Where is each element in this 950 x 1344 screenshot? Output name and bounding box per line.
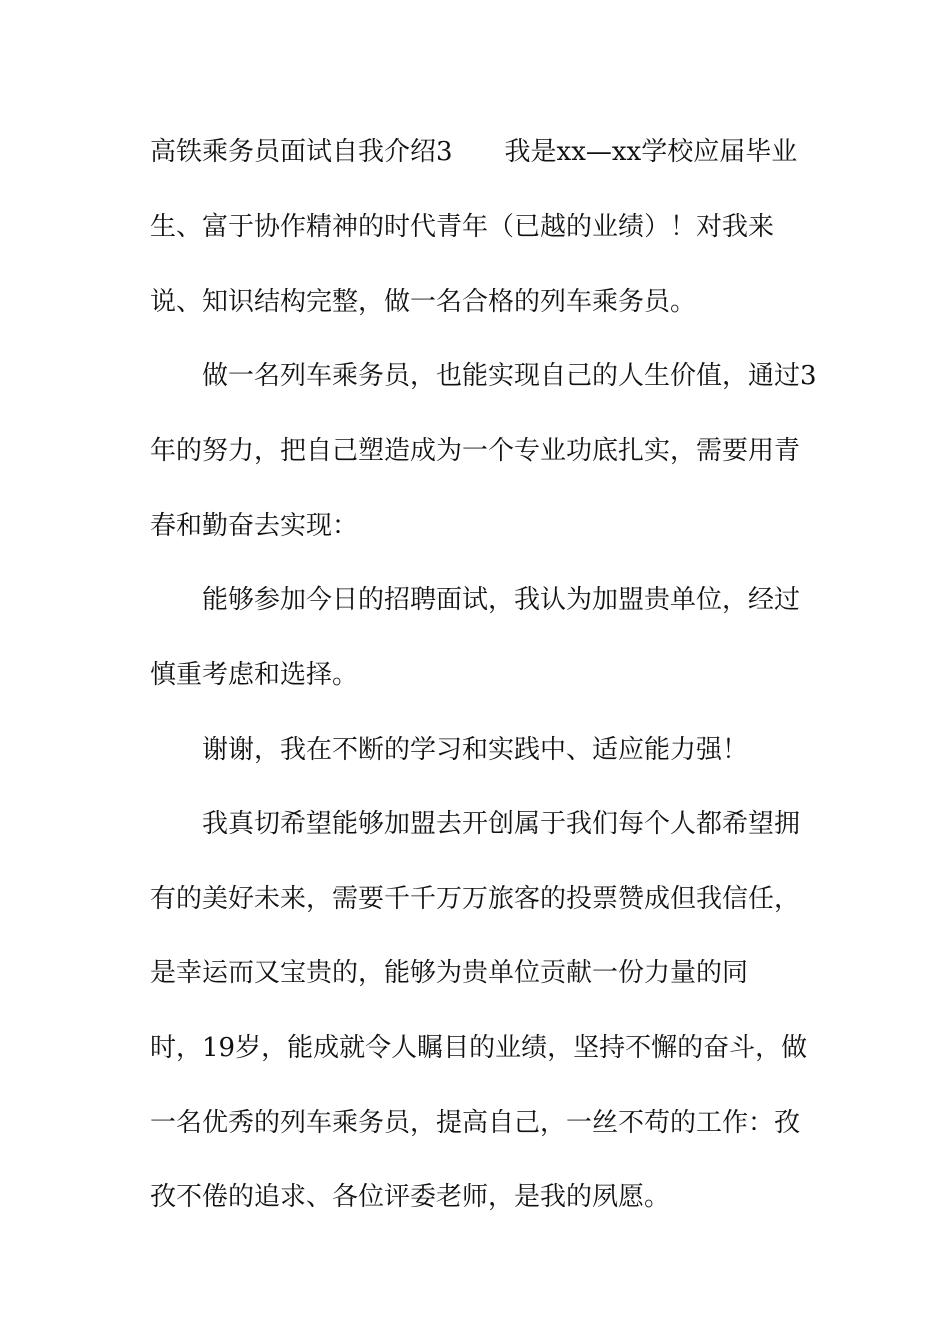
text-line: 一名优秀的列车乘务员，提高自己，一丝不苟的工作：孜 xyxy=(150,1108,801,1138)
paragraph-start-line: 谢谢，我在不断的学习和实践中、适应能力强！ xyxy=(202,735,749,765)
text-line: 生、富于协作精神的时代青年（已越的业绩）！对我来 xyxy=(150,212,775,242)
paragraph-start-line: 我真切希望能够加盟去开创属于我们每个人都希望拥 xyxy=(202,809,801,839)
paragraph-start-line: 能够参加今日的招聘面试，我认为加盟贵单位，经过 xyxy=(202,585,801,615)
text-line: 慎重考虑和选择。 xyxy=(150,660,359,690)
text-line: 高铁乘务员面试自我介绍3 我是xx—xx学校应届毕业 xyxy=(150,137,798,167)
paragraph-start-line: 做一名列车乘务员，也能实现自己的人生价值，通过3 xyxy=(202,361,817,391)
text-line: 年的努力，把自己塑造成为一个专业功底扎实，需要用青 xyxy=(150,436,801,466)
text-line: 春和勤奋去实现： xyxy=(150,511,359,541)
text-line: 是幸运而又宝贵的，能够为贵单位贡献一份力量的同 xyxy=(150,958,749,988)
text-line: 孜不倦的追求、各位评委老师，是我的夙愿。 xyxy=(150,1182,671,1212)
text-line: 说、知识结构完整，做一名合格的列车乘务员。 xyxy=(150,287,697,317)
text-line: 时，19岁，能成就令人瞩目的业绩，坚持不懈的奋斗，做 xyxy=(150,1033,808,1063)
text-line: 有的美好未来，需要千千万万旅客的投票赞成但我信任， xyxy=(150,884,801,914)
